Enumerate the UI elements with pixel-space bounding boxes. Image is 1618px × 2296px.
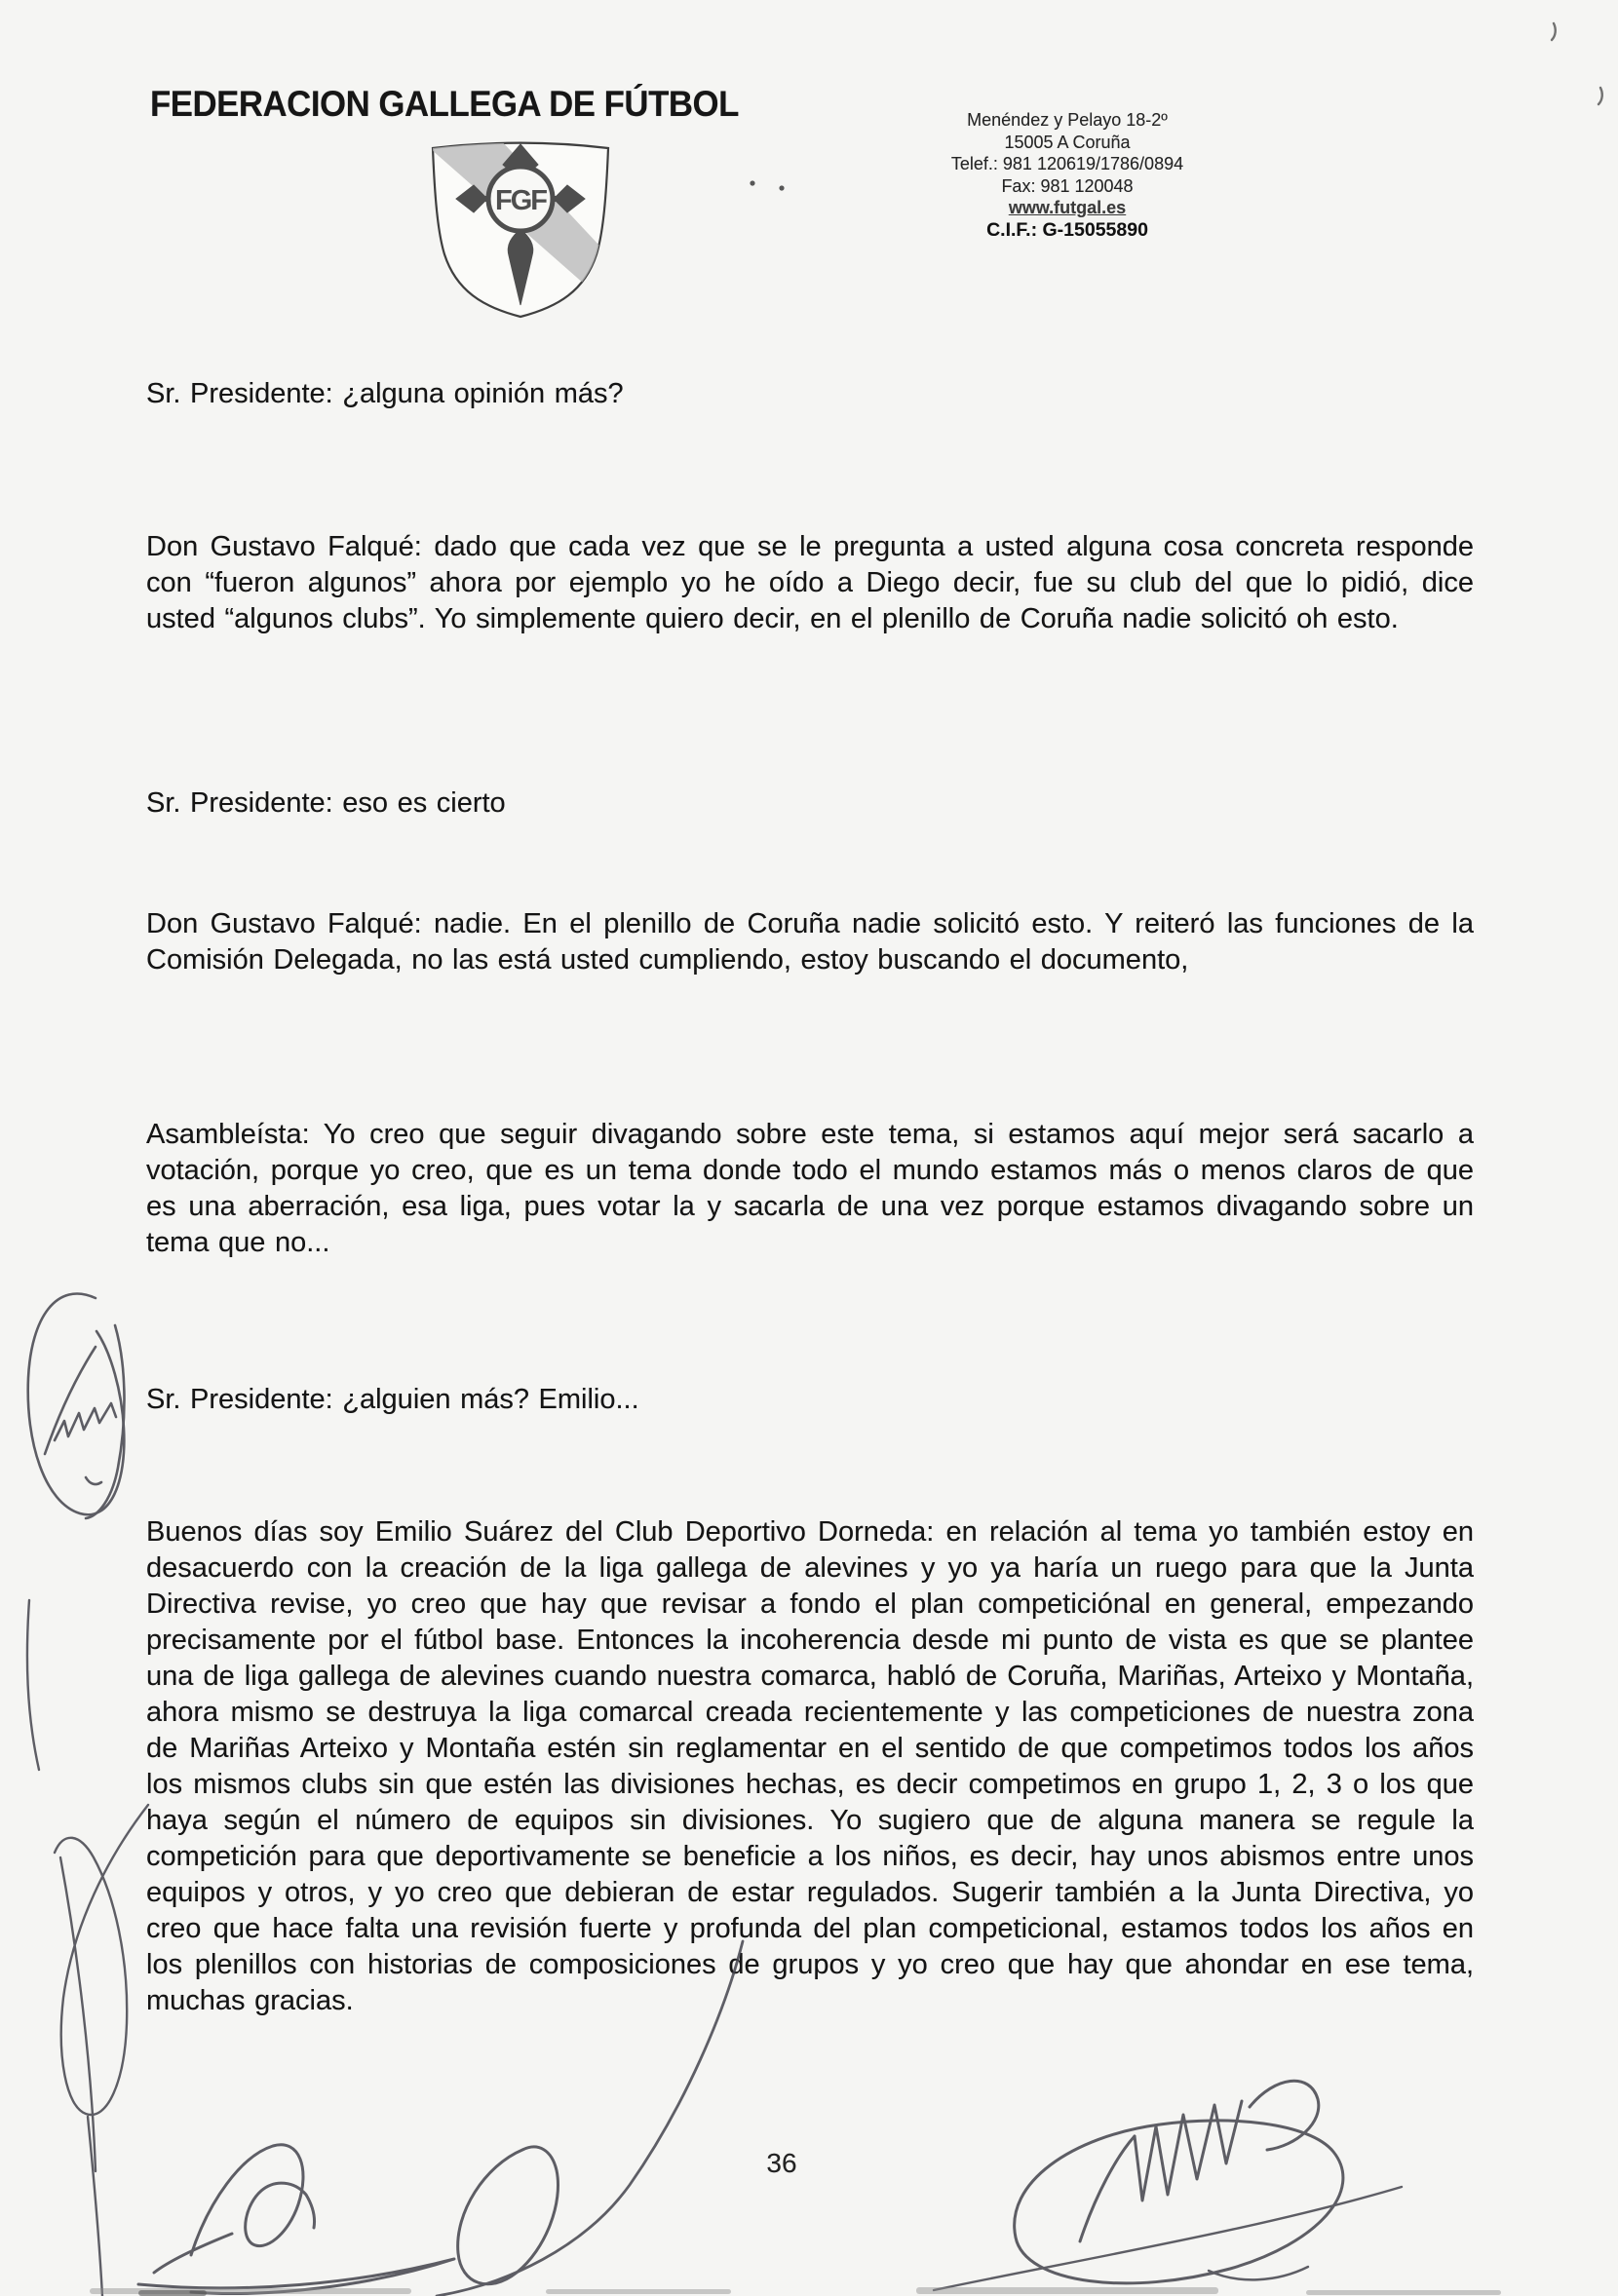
organization-title: FEDERACION GALLEGA DE FÚTBOL [150,84,739,124]
signature-bottom-right [934,2081,1402,2290]
address-street: Menéndez y Pelayo 18-2º [967,110,1168,130]
paragraph-falque-1: Don Gustavo Falqué: dado que cada vez que se le pregunta a usted alguna cosa concreta responde con “fueron algunos” ahora por ejemplo yo he oído a Diego decir, fue su club del que lo pidió, dice usted “algunos clubs”. Yo simplemente quiero decir, en el plenillo de Coruña nadie solicitó oh esto. [146,531,1474,634]
address-phone: Telef.: 981 120619/1786/0894 [950,154,1184,173]
scan-edge-blob [916,2287,1218,2294]
scan-edge-blob [1306,2290,1501,2295]
address-fax: Fax: 981 120048 [1001,175,1134,196]
federation-shield-logo [417,138,624,322]
logo-initials: FGF [495,185,546,216]
shield-logo-icon [417,138,624,322]
scan-edge-blob [138,2290,207,2296]
paragraph-asambleista: Asambleísta: Yo creo que seguir divagando sobre este tema, si estamos aquí mejor será sacarlo a votación, porque yo creo, que es un tema donde todo el mundo estamos más o menos claros de que es una aberración, esa liga, pues votar la y sacarla de una vez porque estamos divagando sobre un tema que no... [146,1119,1474,1258]
page-number: 36 [766,2148,797,2178]
signature-left-margin-circle [28,1294,125,1518]
letterhead-address-block [858,109,1277,241]
pen-strokes-left-margin [27,1600,148,2296]
address-cif: C.I.F.: G-15055890 [986,218,1148,241]
paragraph-presidente-cierto: Sr. Presidente: eso es cierto [146,787,506,819]
paragraph-presidente-question-1: Sr. Presidente: ¿alguna opinión más? [146,378,624,409]
scan-artifact-marks [1552,23,1602,104]
paragraph-presidente-question-2: Sr. Presidente: ¿alguien más? Emilio... [146,1384,639,1415]
scan-edge-blob [546,2289,731,2294]
paragraph-falque-2: Don Gustavo Falqué: nadie. En el plenillo de Coruña nadie solicitó esto. Y reiteró las funciones de la Comisión Delegada, no las está usted cumpliendo, estoy buscando el documento, [146,908,1474,976]
address-city: 15005 A Coruña [1004,132,1131,152]
paragraph-emilio-suarez: Buenos días soy Emilio Suárez del Club Deportivo Dorneda: en relación al tema yo también estoy en desacuerdo con la creación de la liga gallega de alevines y yo ya haría un ruego para que la Junta Directiva revise, yo creo que hay que revisar a fondo el plan competiciónal en general, empezando precisamente por el fútbol base. Entonces la incoherencia desde mi punto de vista es que se plantee una de liga gallega de alevines cuando nuestra comarca, habló de Coruña, Mariñas, Arteixo y Montaña, ahora mismo se destruya la liga comarcal creada recientemente y las competiciones de nuestra zona de Mariñas Arteixo y Montaña estén sin reglamentar en el sentido de que competimos todos los años los mismos clubs sin que estén las divisiones hechas, es decir competimos en grupo 1, 2, 3 o los que haya según el número de equipos sin divisiones. Yo sugiero que de alguna manera se regule la competición para que deportivamente se beneficie a los niños, es decir, hay unos abismos entre unos equipos y otros, y yo creo que debieran de estar regulados. Sugerir también a la Junta Directiva, yo creo que hace falta una revisión fuerte y profunda del plan competicional, estamos todos los años en los plenillos con historias de composiciones de grupos y yo creo que hay que ahondar en ese tema, muchas gracias. [146,1516,1474,2016]
scan-dot-marks [750,180,784,190]
website-link[interactable]: www.futgal.es [1008,198,1127,217]
